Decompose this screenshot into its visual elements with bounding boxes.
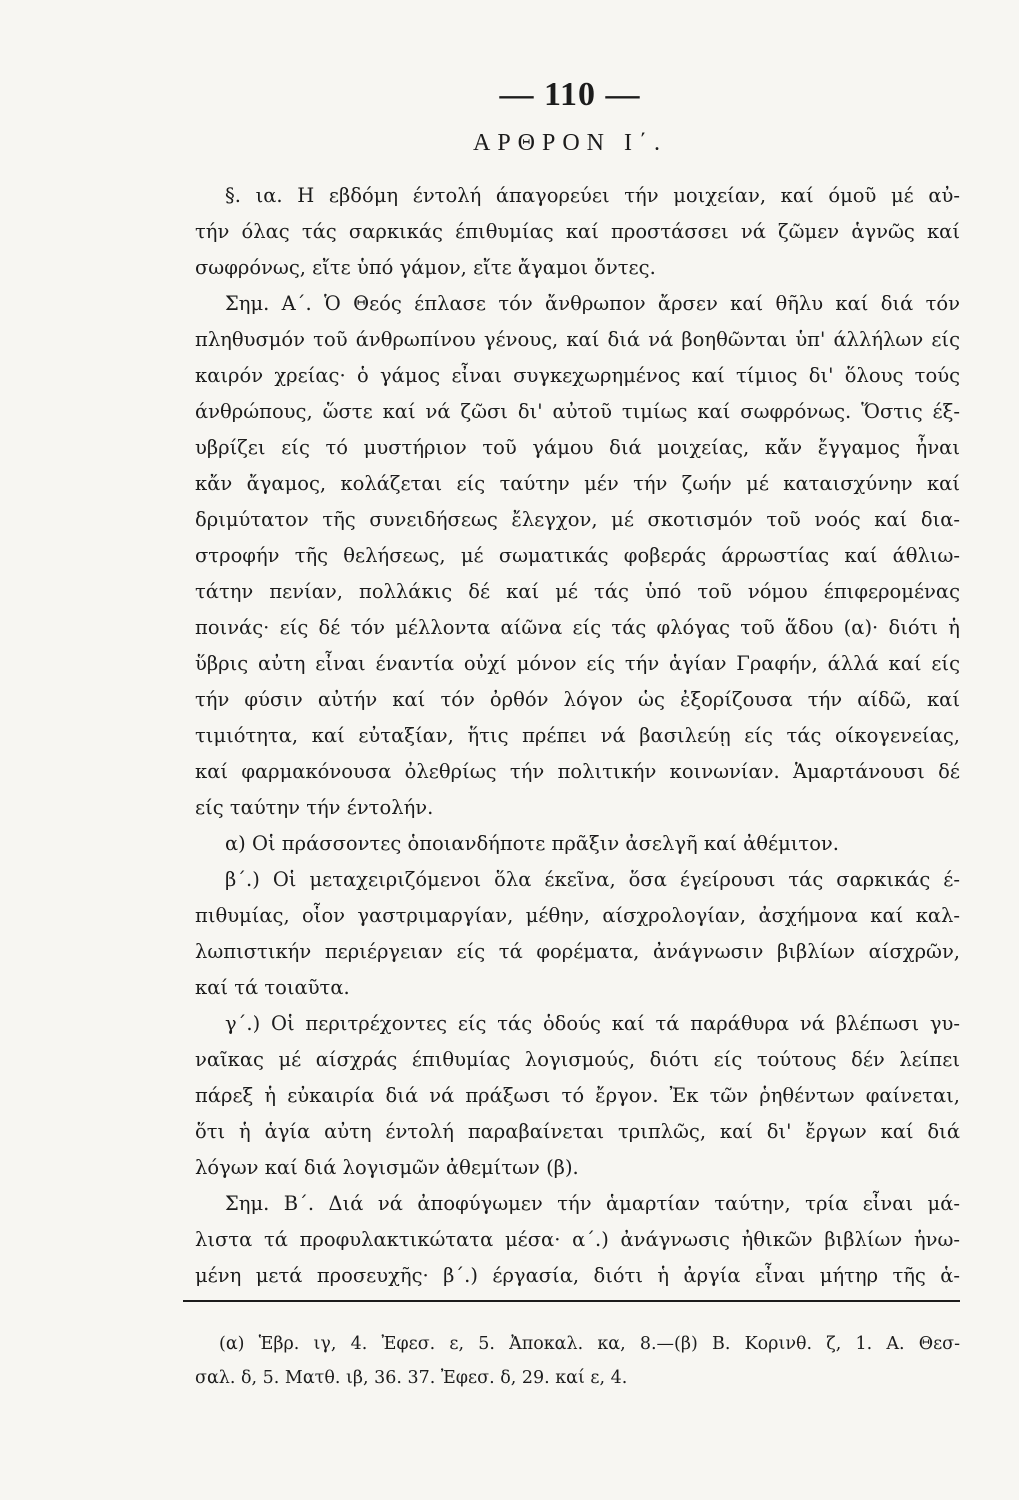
body-line: ναῖκας μέ αίσχράς έπιθυμίας λογισμούς, διότι είς τούτους δέν λείπει	[195, 1048, 960, 1071]
article-title: ΑΡΘΡΟΝ Ι΄.	[472, 130, 667, 156]
body-line: είς ταύτην τήν έντολήν.	[195, 796, 434, 819]
body-line: τήν φύσιν αὐτήν καί τόν ὀρθόν λόγον ὡς ἐξορίζουσα τήν αίδῶ, καί	[195, 688, 960, 711]
body-line: ὕβρις αὐτη εἶναι έναντία οὐχί μόνον είς τήν ἁγίαν Γραφήν, άλλά καί είς	[195, 652, 960, 675]
body-line: ποινάς· είς δέ τόν μέλλοντα αίῶνα είς τάς φλόγας τοῦ ἅδου (α)· διότι ἡ	[195, 616, 960, 639]
body-line: καιρόν χρείας· ὁ γάμος εἶναι συγκεχωρημένος καί τίμιος δι' ὅλους τούς	[195, 364, 960, 387]
body-line: πιθυμίας, οἷον γαστριμαργίαν, μέθην, αίσχρολογίαν, ἀσχήμονα καί καλ-	[195, 904, 960, 927]
body-line: τάτην πενίαν, πολλάκις δέ καί μέ τάς ὑπό τοῦ νόμου έπιφερομένας	[195, 580, 960, 603]
footnote-rule	[183, 1300, 960, 1302]
body-line: μένη μετά προσευχῆς· β΄.) έργασία, διότι ἡ ἀργία εἶναι μήτηρ τῆς ἁ-	[195, 1264, 960, 1287]
body-line: λωπιστικήν περιέργειαν είς τά φορέματα, ἀνάγνωσιν βιβλίων αίσχρῶν,	[195, 940, 960, 963]
body-line: άνθρώπους, ὥστε καί νά ζῶσι δι' αὐτοῦ τιμίως καί σωφρόνως. Ὅστις έξ-	[195, 400, 960, 423]
body-line: α) Οἱ πράσσοντες ὁποιανδήποτε πρᾶξιν ἀσελγῆ καί ἀθέμιτον.	[225, 832, 839, 855]
body-line: καί τά τοιαῦτα.	[195, 976, 350, 999]
body-line: κἄν ἄγαμος, κολάζεται είς ταύτην μέν τήν ζωήν μέ καταισχύνην καί	[195, 472, 960, 495]
footnote-line: (α) Ἑβρ. ιγ, 4. Ἐφεσ. ε, 5. Ἀποκαλ. κα, 8.—(β) Β. Κορινθ. ζ, 1. Α. Θεσ-	[219, 1334, 960, 1354]
body-line: ὅτι ἡ ἁγία αὐτη έντολή παραβαίνεται τριπλῶς, καί δι' ἔργων καί διά	[195, 1120, 960, 1143]
body-line: τήν όλας τάς σαρκικάς έπιθυμίας καί προστάσσει νά ζῶμεν ἁγνῶς καί	[195, 220, 960, 243]
body-line: β΄.) Οἱ μεταχειριζόμενοι ὅλα έκεῖνα, ὅσα έγείρουσι τάς σαρκικάς έ-	[225, 868, 960, 891]
body-line: §. ια. Η εβδόμη έντολή άπαγορεύει τήν μοιχείαν, καί όμοῦ μέ αὐ-	[225, 184, 960, 207]
body-line: πάρεξ ἡ εὐκαιρία διά νά πράξωσι τό ἔργον. Ἐκ τῶν ῥηθέντων φαίνεται,	[195, 1084, 960, 1107]
body-line: Σημ. Β΄. Διά νά ἀποφύγωμεν τήν ἁμαρτίαν ταύτην, τρία εἶναι μά-	[225, 1192, 960, 1215]
body-line: πληθυσμόν τοῦ άνθρωπίνου γένους, καί διά νά βοηθῶνται ὑπ' άλλήλων είς	[195, 328, 960, 351]
body-line: καί φαρμακόνουσα ὀλεθρίως τήν πολιτικήν κοινωνίαν. Ἁμαρτάνουσι δέ	[195, 760, 960, 783]
body-line: δριμύτατον τῆς συνειδήσεως ἔλεγχον, μέ σκοτισμόν τοῦ νοός καί δια-	[195, 508, 960, 531]
footnote-line: σαλ. δ, 5. Ματθ. ιβ, 36. 37. Ἐφεσ. δ, 29. καί ε, 4.	[195, 1368, 628, 1388]
body-line: στροφήν τῆς θελήσεως, μέ σωματικάς φοβεράς άρρωστίας καί άθλιω-	[195, 544, 960, 567]
page-number: — 110 —	[499, 76, 641, 113]
body-line: γ΄.) Οἱ περιτρέχοντες είς τάς ὁδούς καί τά παράθυρα νά βλέπωσι γυ-	[225, 1012, 960, 1035]
body-line: λιστα τά προφυλακτικώτατα μέσα· α΄.) ἀνάγνωσις ἠθικῶν βιβλίων ἡνω-	[195, 1228, 960, 1251]
body-line: τιμιότητα, καί εὐταξίαν, ἥτις πρέπει νά βασιλεύῃ είς τάς οίκογενείας,	[195, 724, 960, 747]
body-line: σωφρόνως, εἴτε ὑπό γάμον, εἴτε ἄγαμοι ὄντες.	[195, 256, 656, 279]
body-line: λόγων καί διά λογισμῶν ἀθεμίτων (β).	[195, 1156, 579, 1179]
body-line: υβρίζει είς τό μυστήριον τοῦ γάμου διά μοιχείας, κἄν ἔγγαμος ἦναι	[195, 436, 960, 459]
body-line: Σημ. Α΄. Ὁ Θεός έπλασε τόν ἄνθρωπον ἄρσεν καί θῆλυ καί διά τόν	[225, 292, 960, 315]
